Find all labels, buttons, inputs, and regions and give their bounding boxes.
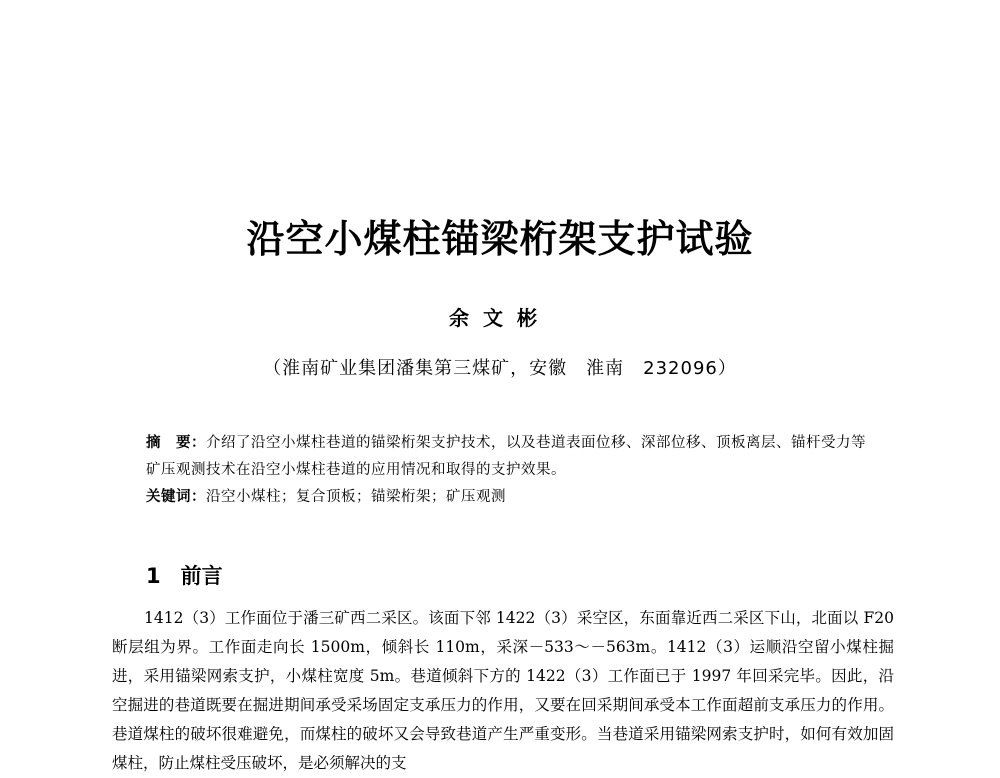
section-heading: [146, 560, 223, 590]
body-paragraph: 1412（3）工作面位于潘三矿西二采区。该面下邻 1422（3）采空区，东面靠近西二采区下山，北面以 F20 断层组为界。工作面走向长 1500m，倾斜长 110m，采深－533～－563m。1412（3）运顺沿空留小煤柱掘进，采用锚梁网索支护，小煤柱宽度 5m。巷道倾斜下方的 1422（3）工作面已于 1997 年回采完毕。因此，沿空掘进的巷道既要在掘进期间承受采场固定支承压力的作用，又要在回采期间承受本工作面超前支承压力的作用。巷道煤柱的破坏很难避免，而煤柱的破坏又会导致巷道产生严重变形。当巷道采用锚梁网索支护时，如何有效加固煤柱，防止煤柱受压破坏，是必须解决的支: [112, 609, 894, 772]
section-title: 前言: [180, 564, 223, 588]
author-affiliation: （淮南矿业集团潘集第三煤矿，安徽 淮南 232096）: [263, 358, 737, 379]
abstract-block: [146, 430, 866, 511]
abstract-text: 介绍了沿空小煤柱巷道的锚梁桁架支护技术，以及巷道表面位移、深部位移、顶板离层、锚杆受力等矿压观测技术在沿空小煤柱巷道的应用情况和取得的支护效果。: [146, 435, 866, 478]
keywords-text: 沿空小煤柱；复合顶板；锚梁桁架；矿压观测: [206, 489, 506, 505]
keywords-paragraph: [146, 484, 866, 511]
paper-title: 沿空小煤柱锚梁桁架支护试验: [246, 216, 754, 261]
abstract-paragraph: [146, 430, 866, 484]
author-name: 余文彬: [449, 306, 551, 330]
abstract-label: 摘 要：: [146, 435, 206, 451]
section-number: 1: [146, 564, 161, 588]
keywords-label: 关键词：: [146, 489, 206, 505]
